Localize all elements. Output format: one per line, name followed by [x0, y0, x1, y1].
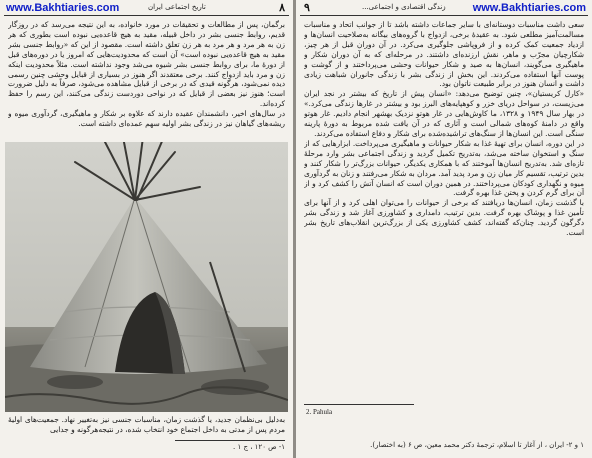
right-page-number: ۹ — [304, 1, 310, 14]
right-paragraph-4: با گذشت زمان، انسان‌ها دریافتند که برخی از حیوانات را می‌توان اهلی کرد و از آنها برای تأمین غذا و پوشاک بهره گرفت. بدین ترتیب، دامداری و کشاورزی آغاز شد و زندگی بشر دگرگون گردید. چنان‌که گفته‌اند، کشف کشاورزی یکی از بزرگ‌ترین انقلاب‌های تاریخ بشر است. — [304, 198, 584, 238]
left-page — [0, 0, 293, 458]
photo-caption: به‌دلیل بی‌نظمان جدید، یا گذشت زمان، مناسبات جنسی نیز به‌تغییر نهاد. جمعیت‌های اولیهٔ مردم پس از مدتی به داخل اجتماع خود انتخاب شده، در نتیجه‌هرگونه و جدایی — [8, 415, 285, 434]
left-page-header — [0, 0, 293, 16]
right-footnote: ۱ و ۲- ایران ، از آغاز تا اسلام، ترجمهٔ دکتر محمد معین، ص ۶ (به اختصار). — [370, 441, 584, 449]
left-footnote-rule — [175, 440, 285, 441]
right-header-url: www.Bakhtiaries.com — [472, 2, 586, 14]
left-body-text — [8, 20, 285, 138]
right-page — [296, 0, 592, 458]
left-header-rule — [4, 15, 289, 16]
right-paragraph-2: «کارل کریستیان»، چنین توضیح می‌دهد: «انسان پیش از تاریخ که بیشتر در نجد ایران می‌زیست، در سواحل دریای خزر و کوهپایه‌های البرز بود و بیشتر در غارها زندگی می‌کرد.» در بهار سال ۱۹۴۹ و ۱۳۲۸، ما کاوش‌هایی در غار هوتو نزدیک بهشهر انجام دادیم. غار هوتو واقع در دامنهٔ کوه‌های شمالی است و آثاری که در آن یافت شده مربوط به دورهٔ پارینه سنگی است. این انسان‌ها از سنگ‌های تراشیده‌شده برای شکار و دفاع استفاده می‌کردند. — [304, 89, 584, 138]
left-header-url: www.Bakhtiaries.com — [6, 2, 120, 14]
right-latin-footnote: 2. Pahula — [306, 408, 333, 416]
tipi-photo — [5, 142, 288, 412]
right-header-title: زندگی اقتصادی و اجتماعی... — [362, 3, 446, 11]
left-header-title: تاریخ اجتماعی ایران — [148, 3, 206, 11]
right-body-text — [304, 20, 584, 400]
left-footnote: ۱- ص ۱۲۰ ، ج ۱ . — [233, 443, 285, 451]
right-paragraph-3: در این دوره، انسان برای تهیهٔ غذا به شکار حیوانات و ماهیگیری می‌پرداخت. ابزارهایی که از سنگ و استخوان ساخته می‌شد، به‌تدریج تکمیل گردید و زندگی اجتماعی بشر وارد مرحلهٔ تازه‌ای شد. به‌تدریج انسان‌ها آموختند که با همکاری یکدیگر، حیوانات بزرگ‌تر را شکار کنند و بدین ترتیب، تقسیم کار میان زن و مرد پدید آمد. مردان به شکار می‌رفتند و زنان به گردآوری میوه و نگهداری کودکان می‌پرداختند. در همین دوران است که انسان آتش را کشف کرد و از آن برای گرم کردن و پختن غذا بهره گرفت. — [304, 138, 584, 198]
left-paragraph-2: در سال‌های اخیر، دانشمندان عقیده دارند که علاوه بر شکار و ماهیگیری، گردآوری میوه و ریشه‌های گیاهان نیز در زندگی بشر اولیه سهم عمده‌ای داشته است. — [8, 109, 285, 129]
right-footnote-rule — [304, 404, 414, 405]
left-page-number: ۸ — [279, 1, 285, 14]
right-header-rule — [300, 15, 588, 16]
left-paragraph-1: برگمان، پس از مطالعات و تحقیقات در مورد خانواده، به این نتیجه می‌رسد که در روزگار قدیم، روابط جنسی بشر در داخل قبیله، مقید به هیچ قاعده‌یی نبوده است بطوری که هر زن به هر مرد و هر مرد به هر زن تعلق داشته است. مقصود از این که «روابط جنسی بشر مقید به هیچ قاعده‌یی نبوده است» آن است که محدودیت‌هایی که امروز یا در دوره‌های قبل از دورهٔ ما، برای روابط جنسی بشر شیوه می‌شد وجود نداشته است. مثلاً محدودیت اینکه زن و مرد باید ازدواج کنند. برخی معتقدند اگر هنوز در بسیاری از قبایل وحشی چنین رسمی دیده نمی‌شود، هرگونه قیدی که در برخی از قبایل مشاهده می‌شود، صرفاً به دلیل ضرورت است؛ هنوز نیز بعضی از قبایل که در نواحی دوردست زندگی می‌کنند، این رسم را حفظ کرده‌اند. — [8, 20, 285, 109]
right-page-header — [296, 0, 592, 16]
right-paragraph-1: سعی داشت مناسبات دوستانه‌ای با سایر جماعات داشته باشد تا از جوانب اتحاد و مناسبات مسالمت‌آمیز مطلعی شود. به عقیدهٔ برخی، ازدواج با گروه‌های بیگانه به‌صلاحیت انسان‌ها و ازدیاد جمعیت کمک کرده و از فروپاشی جلوگیری می‌کرد. در آن دوران قبل از هر چیز، شکارچیان مجرّب و ماهر، نقش ارزنده‌ای داشتند. در مرحله‌ای که به آن دوران شکار و ماهیگیری می‌گویند، انسان‌ها به صید و شکار حیوانات وحشی می‌پرداختند و از گوشت و پوست آنها استفاده می‌کردند. این بخش از زندگی بشر با زندگی جانوران شباهت زیادی داشت و انسان هنوز در برابر طبیعت ناتوان بود. — [304, 20, 584, 89]
